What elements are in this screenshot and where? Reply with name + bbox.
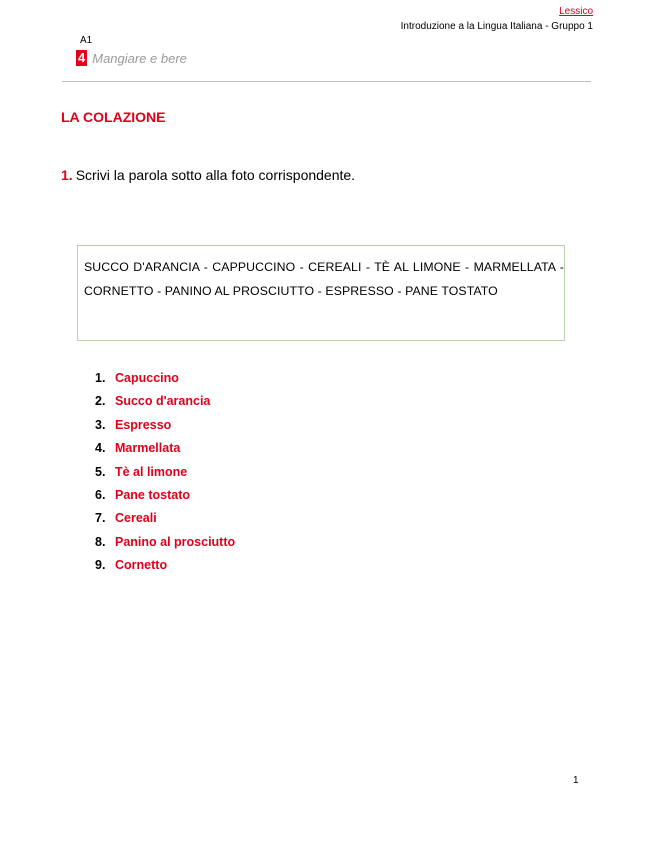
level-label: A1 bbox=[80, 35, 93, 46]
list-item bbox=[95, 555, 235, 578]
answer-text: Espresso bbox=[115, 417, 172, 432]
page-number: 1 bbox=[573, 775, 579, 786]
answer-number: 3. bbox=[95, 417, 106, 432]
answer-text: Cereali bbox=[115, 511, 157, 526]
list-item bbox=[95, 415, 235, 438]
answer-number: 9. bbox=[95, 558, 106, 573]
answer-text: Marmellata bbox=[115, 441, 181, 456]
list-item bbox=[95, 438, 235, 461]
answer-list bbox=[95, 368, 235, 579]
answer-text: Pane tostato bbox=[115, 487, 191, 502]
answer-text: Capuccino bbox=[115, 371, 179, 385]
list-item bbox=[95, 532, 235, 555]
list-item bbox=[95, 485, 235, 508]
answer-number: 7. bbox=[95, 511, 106, 526]
exercise-text: Scrivi la parola sotto alla foto corrispondente. bbox=[75, 167, 356, 183]
unit-heading bbox=[76, 50, 187, 66]
section-title: LA COLAZIONE bbox=[61, 109, 166, 125]
answer-number: 6. bbox=[95, 487, 106, 502]
answer-text: Succo d'arancia bbox=[115, 394, 211, 409]
list-item bbox=[95, 462, 235, 485]
answer-number: 5. bbox=[95, 464, 106, 479]
lessico-link[interactable]: Lessico bbox=[559, 6, 593, 17]
answer-number: 8. bbox=[95, 534, 106, 549]
answer-text: Cornetto bbox=[115, 558, 168, 573]
answer-number: 4. bbox=[95, 441, 106, 456]
list-item bbox=[95, 391, 235, 414]
unit-number-badge: 4 bbox=[78, 50, 86, 65]
answer-number: 2. bbox=[95, 394, 106, 409]
header-divider bbox=[62, 81, 591, 82]
word-bank-box: SUCCO D'ARANCIA - CAPPUCCINO - CEREALI - TÈ AL LIMONE - MARMELLATA - CORNETTO - PANINO AL PROSCIUTTO - ESPRESSO - PANE TOSTATO bbox=[77, 245, 565, 341]
answer-number: 1. bbox=[95, 371, 106, 385]
answer-text: Panino al prosciutto bbox=[115, 534, 236, 549]
answer-text: Tè al limone bbox=[115, 464, 188, 479]
list-item bbox=[95, 368, 235, 391]
unit-title: Mangiare e bere bbox=[92, 50, 187, 66]
course-subtitle: Introduzione a la Lingua Italiana - Gruppo 1 bbox=[400, 21, 593, 32]
list-item bbox=[95, 508, 235, 531]
exercise-instruction bbox=[61, 167, 355, 183]
exercise-number: 1. bbox=[61, 167, 73, 183]
